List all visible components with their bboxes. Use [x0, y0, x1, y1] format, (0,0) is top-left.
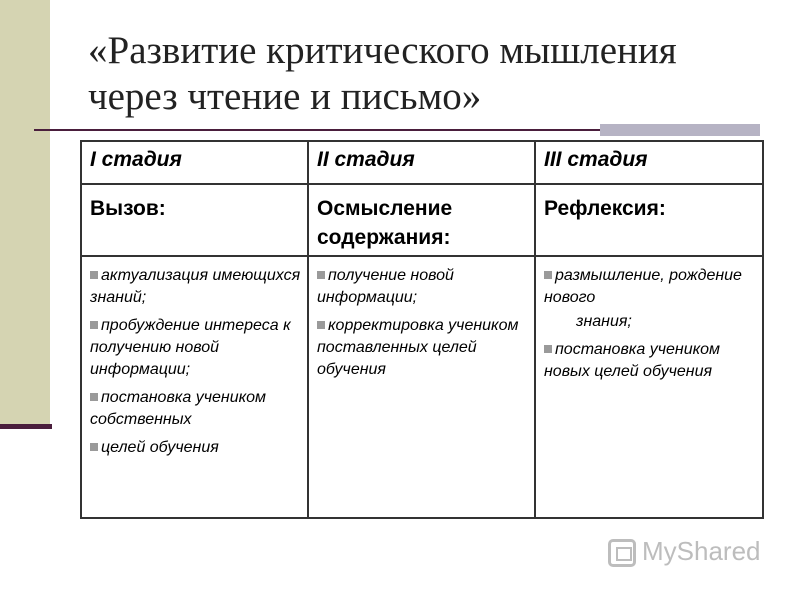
decorative-side-bar-accent — [0, 424, 52, 429]
stage-2-header: II стадия — [308, 141, 535, 184]
bullet-icon — [90, 443, 98, 451]
stage-3-header: III стадия — [535, 141, 763, 184]
bullet-icon — [90, 393, 98, 401]
phase-row — [81, 184, 763, 256]
bullet-icon — [90, 321, 98, 329]
list-item: получение новой информации; — [317, 267, 454, 306]
bullet-icon — [317, 271, 325, 279]
list-item-continuation: знания; — [576, 313, 632, 330]
list-item: целей обучения — [90, 437, 301, 459]
stage-1-content — [81, 256, 308, 518]
myshared-watermark — [608, 536, 761, 567]
decorative-side-bar — [0, 0, 50, 428]
slide-title-line-1: «Развитие критического мышления — [88, 29, 677, 72]
slide-title — [88, 28, 778, 120]
bullet-icon — [544, 345, 552, 353]
stage-1-header: I стадия — [81, 141, 308, 184]
slide-title-line-2: через чтение и письмо» — [88, 75, 482, 118]
list-item: пробуждение интереса к получению новой информации; — [90, 317, 291, 378]
phase-3-cell: Рефлексия: — [535, 184, 763, 256]
list-item: постановка учеником новых целей обучения — [544, 341, 721, 380]
list-item: корректировка учеником поставленных целей обучения — [317, 317, 519, 378]
list-item: актуализация имеющихся знаний; — [90, 267, 301, 306]
decorative-accent-box — [600, 124, 760, 136]
watermark-text: MyShared — [642, 536, 761, 566]
bullet-icon — [544, 271, 552, 279]
stage-2-content — [308, 256, 535, 518]
stage-3-content — [535, 256, 763, 518]
phase-2-cell: Осмысление содержания: — [308, 184, 535, 256]
stage-header-row — [81, 141, 763, 184]
bullet-icon — [317, 321, 325, 329]
stages-table — [80, 140, 764, 519]
content-row — [81, 256, 763, 518]
list-item: постановка учеником собственных — [90, 389, 267, 428]
phase-1-cell: Вызов: — [81, 184, 308, 256]
presentation-icon — [608, 539, 636, 567]
bullet-icon — [90, 271, 98, 279]
list-item: размышление, рождение нового — [544, 267, 742, 306]
